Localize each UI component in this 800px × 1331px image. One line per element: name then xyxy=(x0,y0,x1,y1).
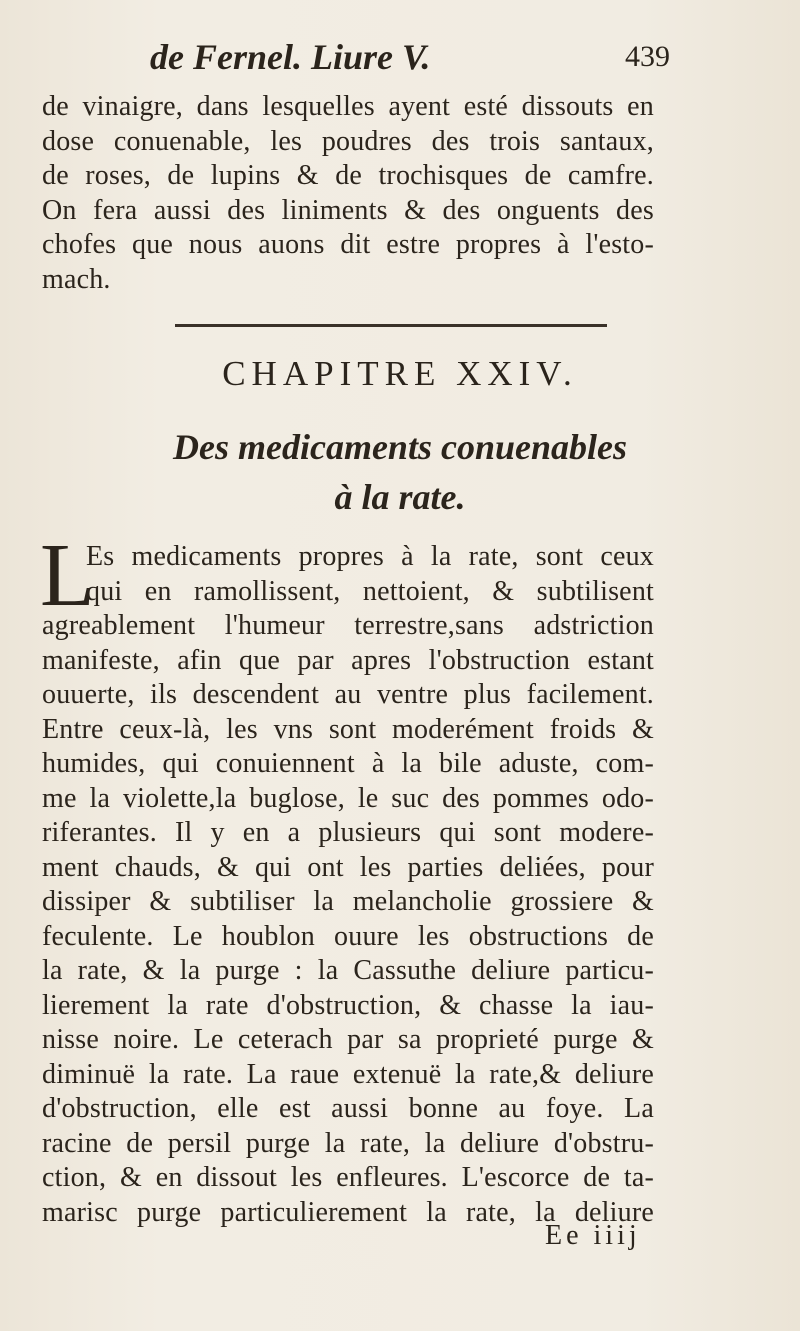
header-title: de Fernel. Liure V. xyxy=(150,37,431,77)
running-header xyxy=(150,36,670,86)
text-line: humides, qui conuiennent à la bile aduste, com- xyxy=(42,748,654,779)
text-line: On fera aussi des liniments & des onguents des xyxy=(42,194,654,226)
text-line: d'obstruction, elle est aussi bonne au foye. La xyxy=(42,1093,654,1124)
text-line: Entre ceux-là, les vns sont moderément froids & xyxy=(42,713,654,745)
text-line: qui en ramollissent, nettoient, & subtilisent xyxy=(86,575,654,607)
text-line: me la violette,la buglose, le suc des pommes odo- xyxy=(42,782,654,814)
text-line: Es medicaments propres à la rate, sont ceux xyxy=(86,541,654,572)
text-line: marisc purge particulierement la rate, la deliure xyxy=(42,1196,654,1228)
text-line: ment chauds, & qui ont les parties deliées, pour xyxy=(42,851,654,883)
text-line: lierement la rate d'obstruction, & chasse la iau- xyxy=(42,989,654,1021)
chapter-subtitle-line1: Des medicaments conuenables xyxy=(173,427,627,467)
chapter-subtitle-line2: à la rate. xyxy=(334,477,466,517)
text-line: nisse noire. Le ceterach par sa proprieté purge & xyxy=(42,1024,654,1055)
text-line: dissiper & subtiliser la melancholie grossiere & xyxy=(42,886,654,917)
text-line: agreablement l'humeur terrestre,sans adstriction xyxy=(42,610,654,641)
text-line: manifeste, afin que par apres l'obstruction estant xyxy=(42,644,654,676)
text-line: de roses, de lupins & de trochisques de camfre. xyxy=(42,160,654,191)
text-line: la rate, & la purge : la Cassuthe deliure particu- xyxy=(42,955,654,986)
body-paragraph xyxy=(42,540,654,1230)
text-line: diminuë la rate. La raue extenuë la rate,& deliure xyxy=(42,1058,654,1090)
signature-mark: Ee iiij xyxy=(545,1220,641,1251)
drop-cap: L xyxy=(40,526,95,625)
chapter-heading: CHAPITRE XXIV. xyxy=(222,354,578,393)
top-paragraph xyxy=(42,90,654,297)
section-divider xyxy=(175,324,607,327)
text-line: de vinaigre, dans lesquelles ayent esté dissouts en xyxy=(42,91,654,122)
text-line: ouuerte, ils descendent au ventre plus facilement. xyxy=(42,679,654,710)
text-line: dose conuenable, les poudres des trois santaux, xyxy=(42,125,654,157)
text-line: ction, & en dissout les enfleures. L'escorce de ta- xyxy=(42,1162,654,1193)
text-line: chofes que nous auons dit estre propres à l'esto- xyxy=(42,229,654,260)
text-line: mach. xyxy=(42,263,111,295)
text-line: racine de persil purge la rate, la deliure d'obstru- xyxy=(42,1127,654,1159)
text-line: feculente. Le houblon ouure les obstructions de xyxy=(42,920,654,952)
text-line: riferantes. Il y en a plusieurs qui sont modere- xyxy=(42,817,654,848)
page-number: 439 xyxy=(625,40,670,73)
